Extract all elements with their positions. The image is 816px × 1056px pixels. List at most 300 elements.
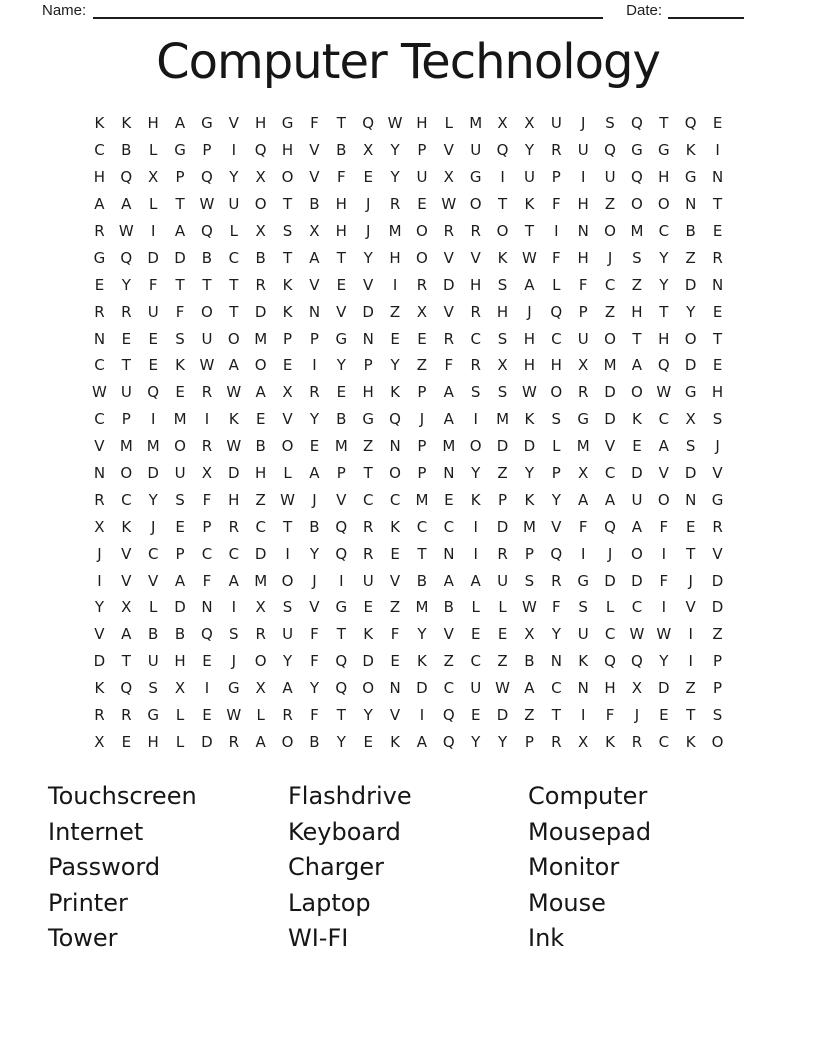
grid-cell-r6c3[interactable]: D: [147, 248, 159, 267]
grid-cell-r19c11[interactable]: E: [363, 598, 373, 617]
grid-cell-r24c6[interactable]: R: [228, 732, 240, 751]
grid-cell-r6c8[interactable]: T: [282, 248, 293, 267]
grid-cell-r16c5[interactable]: P: [202, 517, 212, 536]
grid-cell-r16c24[interactable]: R: [712, 517, 723, 536]
grid-cell-r10c6[interactable]: A: [228, 356, 239, 375]
grid-cell-r22c17[interactable]: A: [524, 679, 535, 698]
grid-cell-r11c20[interactable]: D: [604, 383, 616, 402]
grid-cell-r2c21[interactable]: G: [631, 141, 643, 160]
grid-cell-r24c2[interactable]: E: [121, 732, 132, 751]
grid-cell-r3c3[interactable]: X: [148, 168, 159, 187]
grid-cell-r20c22[interactable]: W: [656, 625, 672, 644]
grid-cell-r24c11[interactable]: E: [363, 732, 373, 751]
grid-cell-r24c21[interactable]: R: [631, 732, 643, 751]
grid-cell-r21c4[interactable]: H: [174, 652, 186, 671]
grid-cell-r23c16[interactable]: D: [496, 706, 509, 725]
grid-cell-r3c22[interactable]: H: [658, 168, 670, 187]
grid-cell-r1c7[interactable]: H: [255, 114, 267, 133]
grid-cell-r4c11[interactable]: J: [365, 195, 371, 214]
grid-cell-r24c16[interactable]: Y: [497, 732, 508, 751]
grid-cell-r15c3[interactable]: Y: [148, 490, 158, 509]
grid-cell-r3c14[interactable]: X: [443, 168, 454, 187]
grid-cell-r6c1[interactable]: G: [93, 248, 106, 267]
grid-cell-r24c17[interactable]: P: [524, 732, 534, 751]
grid-cell-r21c12[interactable]: E: [390, 652, 400, 671]
grid-cell-r21c6[interactable]: J: [231, 652, 237, 671]
grid-cell-r10c17[interactable]: H: [523, 356, 536, 375]
grid-cell-r5c11[interactable]: J: [365, 222, 371, 240]
grid-cell-r20c1[interactable]: V: [94, 625, 105, 644]
grid-cell-r16c12[interactable]: K: [390, 517, 400, 536]
grid-cell-r8c3[interactable]: U: [147, 302, 159, 321]
grid-cell-r15c10[interactable]: V: [336, 490, 347, 509]
grid-cell-r5c20[interactable]: O: [604, 222, 616, 240]
grid-cell-r23c9[interactable]: F: [310, 706, 319, 725]
grid-cell-r19c22[interactable]: I: [661, 598, 667, 617]
grid-cell-r21c19[interactable]: K: [578, 652, 589, 671]
grid-cell-r13c7[interactable]: B: [255, 437, 266, 456]
grid-cell-r18c15[interactable]: A: [470, 571, 481, 590]
grid-cell-r9c3[interactable]: E: [148, 329, 158, 348]
grid-cell-r21c1[interactable]: D: [93, 652, 106, 671]
grid-cell-r16c8[interactable]: T: [282, 517, 293, 536]
grid-cell-r21c22[interactable]: Y: [659, 652, 669, 671]
grid-cell-r11c11[interactable]: H: [362, 383, 374, 402]
grid-cell-r23c14[interactable]: Q: [442, 706, 455, 725]
grid-cell-r12c2[interactable]: P: [121, 410, 131, 429]
grid-cell-r6c23[interactable]: Z: [685, 248, 696, 267]
grid-cell-r22c20[interactable]: H: [604, 679, 616, 698]
grid-cell-r5c8[interactable]: S: [282, 222, 293, 240]
grid-cell-r16c19[interactable]: F: [578, 517, 588, 536]
grid-cell-r18c24[interactable]: D: [711, 571, 724, 590]
grid-cell-r22c10[interactable]: Q: [335, 679, 348, 698]
grid-cell-r2c24[interactable]: I: [715, 141, 720, 160]
grid-cell-r6c7[interactable]: B: [255, 248, 266, 267]
grid-cell-r14c24[interactable]: V: [712, 464, 723, 483]
grid-cell-r14c21[interactable]: D: [631, 464, 643, 483]
grid-cell-r9c24[interactable]: T: [712, 329, 723, 348]
grid-cell-r4c12[interactable]: R: [389, 195, 401, 214]
grid-cell-r12c13[interactable]: J: [419, 410, 425, 429]
grid-cell-r10c3[interactable]: E: [148, 356, 158, 375]
grid-cell-r19c13[interactable]: M: [415, 598, 429, 617]
grid-cell-r2c9[interactable]: V: [309, 141, 320, 160]
grid-cell-r3c1[interactable]: H: [93, 168, 106, 187]
grid-cell-r3c19[interactable]: I: [580, 168, 586, 187]
word-search-grid[interactable]: [86, 110, 731, 756]
grid-cell-r5c12[interactable]: M: [388, 222, 402, 240]
grid-cell-r11c6[interactable]: W: [226, 383, 242, 402]
grid-cell-r8c16[interactable]: H: [496, 302, 509, 321]
grid-cell-r20c11[interactable]: K: [363, 625, 374, 644]
grid-cell-r17c3[interactable]: C: [147, 544, 159, 563]
grid-cell-r3c4[interactable]: P: [175, 168, 185, 187]
grid-cell-r23c8[interactable]: R: [282, 706, 293, 725]
grid-cell-r8c14[interactable]: V: [443, 302, 454, 321]
grid-cell-r7c17[interactable]: A: [524, 275, 535, 294]
grid-cell-r14c22[interactable]: V: [658, 464, 669, 483]
grid-cell-r7c18[interactable]: L: [552, 275, 561, 294]
grid-cell-r14c16[interactable]: Z: [497, 464, 508, 483]
grid-cell-r22c5[interactable]: I: [204, 679, 210, 698]
grid-cell-r19c5[interactable]: N: [201, 598, 213, 617]
grid-cell-r13c22[interactable]: A: [658, 437, 669, 456]
grid-cell-r9c20[interactable]: O: [604, 329, 616, 348]
grid-cell-r12c12[interactable]: Q: [389, 410, 401, 429]
grid-cell-r12c5[interactable]: I: [204, 410, 210, 429]
grid-cell-r20c19[interactable]: U: [577, 625, 589, 644]
grid-cell-r3c11[interactable]: E: [363, 168, 373, 187]
grid-cell-r17c6[interactable]: C: [228, 544, 240, 563]
grid-cell-r15c18[interactable]: Y: [551, 490, 561, 509]
grid-cell-r8c21[interactable]: H: [631, 302, 643, 321]
grid-cell-r4c1[interactable]: A: [94, 195, 105, 214]
grid-cell-r6c9[interactable]: A: [309, 248, 320, 267]
grid-cell-r16c4[interactable]: E: [175, 517, 185, 536]
grid-cell-r2c2[interactable]: B: [121, 141, 132, 160]
grid-cell-r14c8[interactable]: L: [283, 464, 292, 483]
grid-cell-r19c12[interactable]: Z: [389, 598, 401, 617]
grid-cell-r19c8[interactable]: S: [282, 598, 293, 617]
grid-cell-r19c6[interactable]: I: [231, 598, 237, 617]
grid-cell-r8c23[interactable]: Y: [686, 302, 696, 321]
grid-cell-r1c5[interactable]: G: [201, 114, 213, 133]
grid-cell-r4c16[interactable]: T: [497, 195, 508, 214]
grid-cell-r11c2[interactable]: U: [120, 383, 132, 402]
grid-cell-r9c6[interactable]: O: [227, 329, 240, 348]
grid-cell-r11c21[interactable]: O: [631, 383, 643, 402]
grid-cell-r17c10[interactable]: Q: [335, 544, 348, 563]
grid-cell-r7c13[interactable]: R: [416, 275, 428, 294]
grid-cell-r16c10[interactable]: Q: [335, 517, 348, 536]
grid-cell-r12c24[interactable]: S: [712, 410, 723, 429]
grid-cell-r11c1[interactable]: W: [92, 383, 107, 402]
grid-cell-r17c1[interactable]: J: [97, 544, 102, 563]
grid-cell-r11c10[interactable]: E: [336, 383, 347, 402]
grid-cell-r22c6[interactable]: G: [228, 679, 240, 698]
grid-cell-r20c24[interactable]: Z: [712, 625, 723, 644]
grid-cell-r22c19[interactable]: N: [577, 679, 589, 698]
grid-cell-r9c16[interactable]: S: [497, 329, 508, 348]
grid-cell-r13c11[interactable]: Z: [363, 437, 374, 456]
grid-cell-r5c4[interactable]: A: [174, 222, 186, 240]
grid-cell-r8c15[interactable]: R: [470, 302, 481, 321]
grid-cell-r9c13[interactable]: E: [417, 329, 427, 348]
grid-cell-r3c9[interactable]: V: [309, 168, 320, 187]
grid-cell-r4c10[interactable]: H: [335, 195, 347, 214]
grid-cell-r10c19[interactable]: X: [578, 356, 589, 375]
grid-cell-r16c21[interactable]: A: [631, 517, 643, 536]
grid-cell-r21c8[interactable]: Y: [282, 652, 293, 671]
grid-cell-r18c11[interactable]: U: [362, 571, 374, 590]
grid-cell-r2c6[interactable]: I: [231, 141, 237, 160]
grid-cell-r19c21[interactable]: C: [631, 598, 643, 617]
grid-cell-r12c7[interactable]: E: [255, 410, 266, 429]
grid-cell-r12c9[interactable]: Y: [309, 410, 320, 429]
grid-cell-r9c15[interactable]: C: [470, 329, 481, 348]
grid-cell-r4c7[interactable]: O: [254, 195, 267, 214]
grid-cell-r15c21[interactable]: U: [631, 490, 643, 509]
grid-cell-r14c2[interactable]: O: [120, 464, 133, 483]
grid-cell-r6c11[interactable]: Y: [363, 248, 373, 267]
grid-cell-r2c4[interactable]: G: [174, 141, 186, 160]
grid-cell-r1c23[interactable]: Q: [684, 114, 697, 133]
grid-cell-r12c21[interactable]: K: [632, 410, 642, 429]
grid-cell-r22c7[interactable]: X: [255, 679, 266, 698]
grid-cell-r20c2[interactable]: A: [121, 625, 132, 644]
grid-cell-r10c18[interactable]: H: [550, 356, 562, 375]
grid-cell-r21c17[interactable]: B: [524, 652, 535, 671]
grid-cell-r21c24[interactable]: P: [713, 652, 723, 671]
grid-cell-r19c18[interactable]: F: [551, 598, 561, 617]
grid-cell-r14c6[interactable]: D: [228, 464, 240, 483]
grid-cell-r3c18[interactable]: P: [551, 168, 561, 187]
grid-cell-r24c7[interactable]: A: [255, 732, 266, 751]
grid-cell-r10c12[interactable]: Y: [390, 356, 400, 375]
grid-cell-r23c17[interactable]: Z: [524, 706, 535, 725]
grid-cell-r11c16[interactable]: S: [497, 383, 508, 402]
grid-cell-r14c1[interactable]: N: [93, 464, 106, 483]
grid-cell-r11c9[interactable]: R: [309, 383, 320, 402]
grid-cell-r21c10[interactable]: Q: [335, 652, 348, 671]
grid-cell-r23c19[interactable]: I: [580, 706, 586, 725]
grid-cell-r1c9[interactable]: F: [310, 114, 319, 133]
grid-cell-r15c14[interactable]: E: [444, 490, 454, 509]
grid-cell-r11c14[interactable]: A: [443, 383, 454, 402]
grid-cell-r18c14[interactable]: A: [443, 571, 454, 590]
grid-cell-r18c18[interactable]: R: [551, 571, 562, 590]
grid-cell-r14c12[interactable]: O: [389, 464, 401, 483]
grid-cell-r10c21[interactable]: A: [631, 356, 643, 375]
grid-cell-r5c3[interactable]: I: [150, 222, 156, 240]
grid-cell-r4c6[interactable]: U: [228, 195, 240, 214]
grid-cell-r7c8[interactable]: K: [282, 275, 293, 294]
grid-cell-r23c2[interactable]: R: [121, 706, 132, 725]
grid-cell-r19c24[interactable]: D: [711, 598, 724, 617]
grid-cell-r15c9[interactable]: J: [312, 490, 317, 509]
grid-cell-r22c11[interactable]: O: [362, 679, 375, 698]
grid-cell-r20c16[interactable]: E: [497, 625, 508, 644]
grid-cell-r20c18[interactable]: Y: [551, 625, 561, 644]
grid-cell-r10c2[interactable]: T: [121, 356, 131, 375]
grid-cell-r8c5[interactable]: O: [201, 302, 213, 321]
grid-cell-r15c2[interactable]: C: [121, 490, 132, 509]
grid-cell-r24c12[interactable]: K: [390, 732, 400, 751]
grid-cell-r23c23[interactable]: T: [686, 706, 696, 725]
grid-cell-r11c12[interactable]: K: [390, 383, 400, 402]
grid-cell-r19c7[interactable]: X: [255, 598, 266, 617]
grid-cell-r7c4[interactable]: T: [175, 275, 185, 294]
grid-cell-r13c9[interactable]: E: [309, 437, 320, 456]
grid-cell-r17c7[interactable]: D: [254, 544, 267, 563]
grid-cell-r16c3[interactable]: J: [150, 517, 156, 536]
grid-cell-r6c12[interactable]: H: [389, 248, 401, 267]
grid-cell-r10c20[interactable]: M: [603, 356, 617, 375]
grid-cell-r6c21[interactable]: S: [632, 248, 642, 267]
grid-cell-r1c14[interactable]: L: [444, 114, 453, 133]
grid-cell-r20c10[interactable]: T: [336, 625, 346, 644]
grid-cell-r20c17[interactable]: X: [524, 625, 535, 644]
grid-cell-r9c8[interactable]: P: [283, 329, 293, 348]
grid-cell-r2c14[interactable]: V: [443, 141, 454, 160]
grid-cell-r5c14[interactable]: R: [443, 222, 455, 240]
grid-cell-r14c7[interactable]: H: [255, 464, 267, 483]
grid-cell-r22c14[interactable]: C: [443, 679, 455, 698]
grid-cell-r21c16[interactable]: Z: [497, 652, 508, 671]
grid-cell-r22c16[interactable]: W: [495, 679, 510, 698]
grid-cell-r19c1[interactable]: Y: [94, 598, 105, 617]
grid-cell-r17c22[interactable]: I: [661, 544, 667, 563]
grid-cell-r17c9[interactable]: Y: [309, 544, 320, 563]
grid-cell-r14c4[interactable]: U: [174, 464, 186, 483]
grid-cell-r4c9[interactable]: B: [309, 195, 320, 214]
grid-cell-r24c1[interactable]: X: [94, 732, 105, 751]
grid-cell-r16c20[interactable]: Q: [604, 517, 616, 536]
grid-cell-r8c6[interactable]: T: [229, 302, 239, 321]
grid-cell-r13c5[interactable]: R: [201, 437, 213, 456]
grid-cell-r11c5[interactable]: R: [201, 383, 213, 402]
grid-cell-r5c2[interactable]: W: [118, 222, 134, 240]
grid-cell-r17c5[interactable]: C: [201, 544, 213, 563]
grid-cell-r9c11[interactable]: N: [362, 329, 374, 348]
grid-cell-r15c16[interactable]: P: [498, 490, 508, 509]
grid-cell-r23c13[interactable]: I: [419, 706, 425, 725]
grid-cell-r6c20[interactable]: J: [607, 248, 613, 267]
grid-cell-r13c8[interactable]: O: [281, 437, 294, 456]
grid-cell-r5c6[interactable]: L: [229, 222, 238, 240]
grid-cell-r9c10[interactable]: G: [335, 329, 348, 348]
grid-cell-r21c13[interactable]: K: [417, 652, 427, 671]
grid-cell-r2c8[interactable]: H: [281, 141, 294, 160]
grid-cell-r21c20[interactable]: Q: [604, 652, 616, 671]
grid-cell-r9c1[interactable]: N: [93, 329, 106, 348]
grid-cell-r14c5[interactable]: X: [201, 464, 213, 483]
grid-cell-r7c3[interactable]: F: [148, 275, 158, 294]
grid-cell-r8c10[interactable]: V: [336, 302, 347, 321]
grid-cell-r6c18[interactable]: F: [551, 248, 561, 267]
grid-cell-r5c1[interactable]: R: [94, 222, 105, 240]
grid-cell-r5c9[interactable]: X: [309, 222, 320, 240]
grid-cell-r15c24[interactable]: G: [711, 490, 724, 509]
grid-cell-r3c12[interactable]: Y: [390, 168, 400, 187]
grid-cell-r17c17[interactable]: P: [524, 544, 534, 563]
grid-cell-r8c1[interactable]: R: [94, 302, 105, 321]
grid-cell-r5c16[interactable]: O: [496, 222, 509, 240]
grid-cell-r1c4[interactable]: A: [174, 114, 186, 133]
grid-cell-r14c15[interactable]: Y: [471, 464, 481, 483]
grid-cell-r21c21[interactable]: Q: [631, 652, 643, 671]
grid-cell-r12c8[interactable]: V: [282, 410, 293, 429]
grid-cell-r12c10[interactable]: B: [336, 410, 347, 429]
grid-cell-r5c23[interactable]: B: [685, 222, 696, 240]
grid-cell-r23c18[interactable]: T: [551, 706, 561, 725]
grid-cell-r18c5[interactable]: F: [202, 571, 212, 590]
grid-cell-r8c7[interactable]: D: [254, 302, 267, 321]
grid-cell-r19c4[interactable]: D: [174, 598, 186, 617]
grid-cell-r12c3[interactable]: I: [150, 410, 156, 429]
grid-cell-r21c14[interactable]: Z: [443, 652, 454, 671]
grid-cell-r23c1[interactable]: R: [94, 706, 105, 725]
grid-cell-r6c13[interactable]: O: [416, 248, 428, 267]
grid-cell-r5c13[interactable]: O: [416, 222, 428, 240]
grid-cell-r11c4[interactable]: E: [175, 383, 185, 402]
grid-cell-r13c16[interactable]: D: [496, 437, 509, 456]
grid-cell-r3c8[interactable]: O: [281, 168, 294, 187]
grid-cell-r1c17[interactable]: X: [524, 114, 535, 133]
grid-cell-r16c23[interactable]: E: [685, 517, 696, 536]
grid-cell-r5c21[interactable]: M: [630, 222, 644, 240]
grid-cell-r22c12[interactable]: N: [389, 679, 401, 698]
grid-cell-r12c16[interactable]: M: [496, 410, 510, 429]
grid-cell-r7c23[interactable]: D: [684, 275, 697, 294]
grid-cell-r2c7[interactable]: Q: [254, 141, 267, 160]
grid-cell-r22c13[interactable]: D: [416, 679, 428, 698]
grid-cell-r17c23[interactable]: T: [686, 544, 696, 563]
grid-cell-r6c4[interactable]: D: [174, 248, 186, 267]
grid-cell-r20c23[interactable]: I: [688, 625, 693, 644]
grid-cell-r3c16[interactable]: I: [500, 168, 505, 187]
grid-cell-r23c20[interactable]: F: [605, 706, 615, 725]
grid-cell-r2c20[interactable]: Q: [604, 141, 616, 160]
grid-cell-r1c20[interactable]: S: [605, 114, 615, 133]
grid-cell-r9c7[interactable]: M: [254, 329, 268, 348]
grid-cell-r12c23[interactable]: X: [685, 410, 696, 429]
grid-cell-r22c2[interactable]: Q: [120, 679, 133, 698]
grid-cell-r22c18[interactable]: C: [551, 679, 562, 698]
grid-cell-r4c13[interactable]: E: [417, 195, 427, 214]
grid-cell-r14c14[interactable]: N: [443, 464, 455, 483]
grid-cell-r4c17[interactable]: K: [524, 195, 535, 214]
grid-cell-r10c11[interactable]: P: [363, 356, 373, 375]
grid-cell-r11c22[interactable]: W: [656, 383, 672, 402]
grid-cell-r3c13[interactable]: U: [416, 168, 428, 187]
grid-cell-r5c18[interactable]: I: [554, 222, 559, 240]
grid-cell-r8c18[interactable]: Q: [550, 302, 563, 321]
grid-cell-r1c1[interactable]: K: [94, 114, 105, 133]
grid-cell-r15c11[interactable]: C: [362, 490, 374, 509]
grid-cell-r15c1[interactable]: R: [94, 490, 105, 509]
grid-cell-r20c3[interactable]: B: [148, 625, 159, 644]
grid-cell-r14c23[interactable]: D: [684, 464, 697, 483]
grid-cell-r23c24[interactable]: S: [712, 706, 723, 725]
grid-cell-r8c17[interactable]: J: [527, 302, 532, 321]
grid-cell-r2c11[interactable]: X: [363, 141, 374, 160]
grid-cell-r9c12[interactable]: E: [390, 329, 400, 348]
grid-cell-r2c5[interactable]: P: [202, 141, 212, 160]
grid-cell-r21c5[interactable]: E: [202, 652, 212, 671]
grid-cell-r1c6[interactable]: V: [228, 114, 239, 133]
grid-cell-r11c23[interactable]: G: [684, 383, 697, 402]
grid-cell-r18c22[interactable]: F: [659, 571, 669, 590]
grid-cell-r24c8[interactable]: O: [281, 732, 294, 751]
grid-cell-r11c8[interactable]: X: [282, 383, 293, 402]
grid-cell-r20c6[interactable]: S: [229, 625, 239, 644]
grid-cell-r12c14[interactable]: A: [443, 410, 454, 429]
grid-cell-r6c2[interactable]: Q: [120, 248, 133, 267]
grid-cell-r20c5[interactable]: Q: [201, 625, 213, 644]
grid-cell-r18c13[interactable]: B: [416, 571, 428, 590]
grid-cell-r2c1[interactable]: C: [94, 141, 105, 160]
grid-cell-r17c19[interactable]: I: [580, 544, 586, 563]
grid-cell-r10c8[interactable]: E: [282, 356, 293, 375]
grid-cell-r13c3[interactable]: M: [146, 437, 160, 456]
grid-cell-r22c22[interactable]: D: [658, 679, 670, 698]
grid-cell-r17c12[interactable]: E: [390, 544, 400, 563]
grid-cell-r18c16[interactable]: U: [497, 571, 509, 590]
grid-cell-r15c15[interactable]: K: [470, 490, 481, 509]
grid-cell-r10c16[interactable]: X: [497, 356, 508, 375]
